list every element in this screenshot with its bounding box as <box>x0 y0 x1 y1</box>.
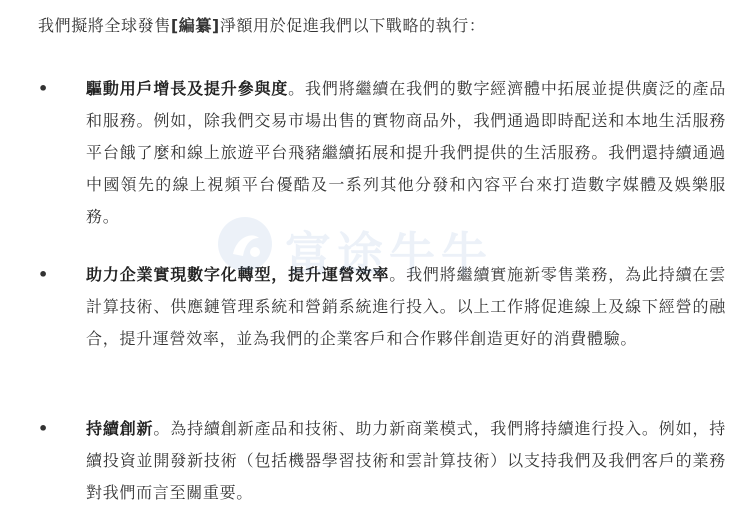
bullet-body: 。我們將繼續在我們的數字經濟體中拓展並提供廣泛的產品和服務。例如，除我們交易市場出售的實物商品外，我們通過即時配送和本地生活服務平台餓了麼和線上旅遊平台飛豬繼續拓展和提升我們提供的生活服務。我們還持續通過中國領先的線上視頻平台優酷及一系列其他分發和內容平台來打造數字媒體及娛樂服務。 <box>86 79 726 226</box>
watermark-text: 富途牛牛 <box>285 227 493 281</box>
bullet-paragraph <box>86 73 726 233</box>
bullet-marker: • <box>38 265 49 284</box>
bullet-marker: • <box>38 419 49 438</box>
redacted-marker: [編纂] <box>170 16 220 35</box>
intro-text-after: 淨額用於促進我們以下戰略的執行： <box>219 16 486 35</box>
bullet-title: 持續創新 <box>86 419 154 438</box>
bullet-title: 助力企業實現數字化轉型，提升運營效率 <box>86 265 390 284</box>
bullet-paragraph <box>86 259 726 355</box>
intro-text-before: 我們擬將全球發售 <box>38 16 171 35</box>
bullet-marker: • <box>38 79 49 98</box>
intro-paragraph <box>38 10 728 42</box>
bullet-body: 。為持續創新產品和技術、助力新商業模式，我們將持續進行投入。例如，持續投資並開發新技術（包括機器學習技術和雲計算技術）以支持我們及我們客戶的業務對我們而言至關重要。 <box>86 419 726 502</box>
bullet-paragraph <box>86 413 726 509</box>
bullet-title: 驅動用戶增長及提升參與度 <box>86 79 289 98</box>
bullet-body: 。我們將繼續實施新零售業務，為此持續在雲計算技術、供應鏈管理系統和營銷系統進行投入。以上工作將促進線上及線下經營的融合，提升運營效率，並為我們的企業客戶和合作夥伴創造更好的消費體驗。 <box>86 265 726 348</box>
